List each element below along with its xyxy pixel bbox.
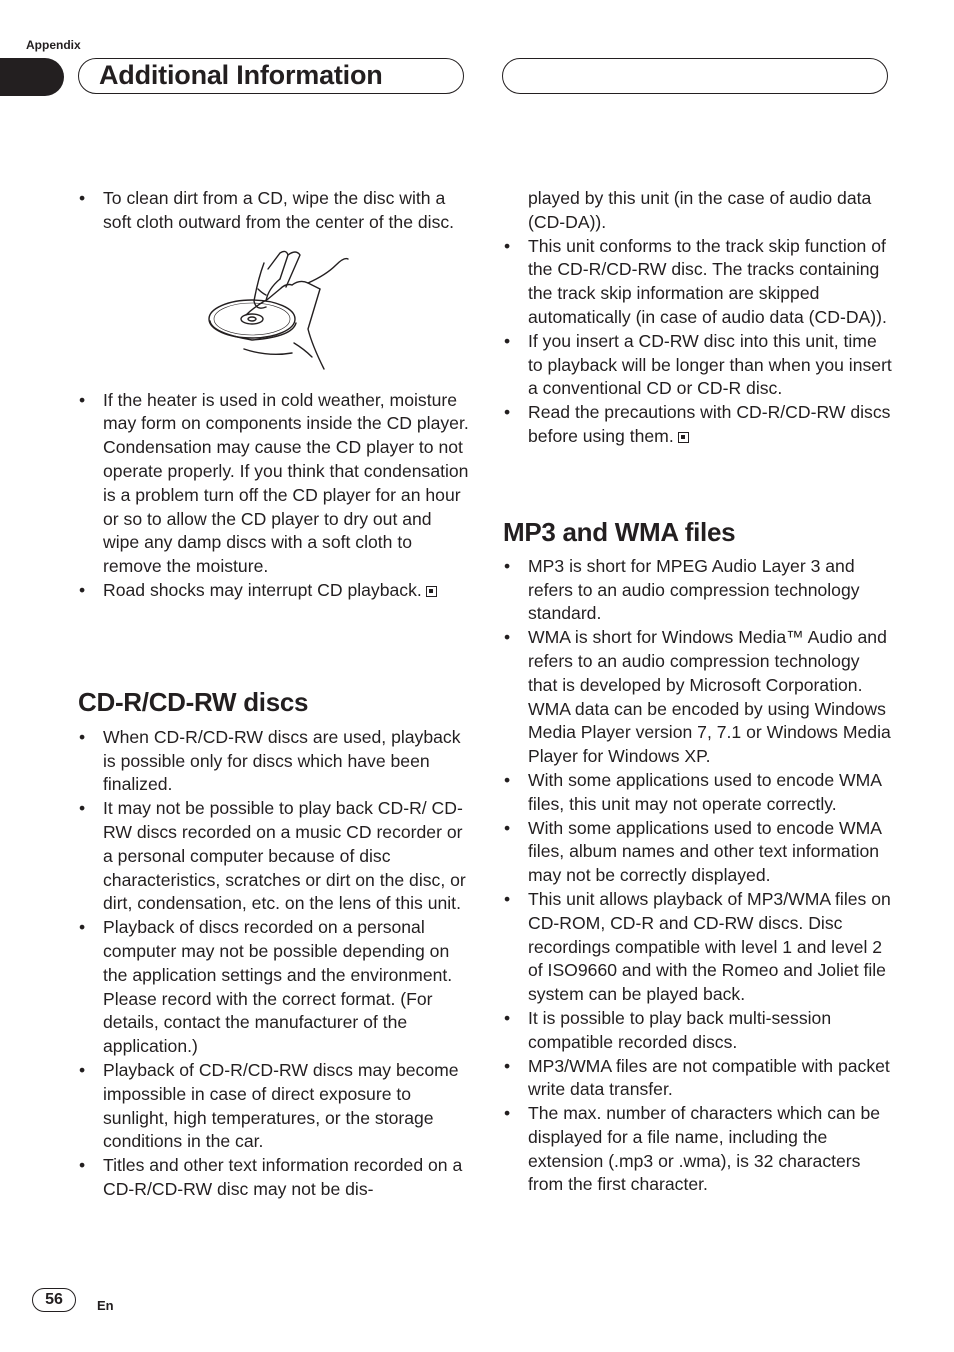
page-number: 56 [32, 1288, 76, 1312]
cdr-list [78, 726, 470, 1202]
list-item-text: Read the precautions with CD-R/CD-RW discs before using them. [528, 402, 891, 446]
list-item: • WMA is short for Windows Media™ Audio and refers to an audio compression technology that is developed by Microsoft Corporation. WMA data can be encoded by using Windows Media Player version 7, 7.1 or Windows Media Player for Windows XP. [503, 626, 893, 769]
left-column [78, 187, 470, 1202]
appendix-label: Appendix [26, 38, 81, 52]
list-item: • With some applications used to encode WMA files, this unit may not operate correctly. [503, 769, 893, 817]
list-item: • With some applications used to encode WMA files, album names and other text information may not be correctly displayed. [503, 817, 893, 888]
cdr-heading: CD-R/CD-RW discs [78, 686, 309, 717]
mp3-list [503, 555, 893, 1198]
mp3-heading: MP3 and WMA files [503, 516, 736, 547]
right-column [503, 187, 893, 1197]
list-item: • Titles and other text information recorded on a CD-R/CD-RW disc may not be dis- [78, 1154, 470, 1202]
list-item: • It may not be possible to play back CD-R/ CD-RW discs recorded on a music CD recorder or a personal computer because of disc characteristics, scratches or dirt on the disc, or dirt, condensation, etc. on the lens of this unit. [78, 797, 470, 916]
list-item: • The max. number of characters which can be displayed for a file name, including the extension (.mp3 or .wma), is 32 characters from the first character. [503, 1102, 893, 1197]
list-item: • This unit allows playback of MP3/WMA files on CD-ROM, CD-R and CD-RW discs. Disc recordings compatible with level 1 and level 2 of ISO9660 and with the Romeo and Joliet file system can be played back. [503, 888, 893, 1007]
list-item: • To clean dirt from a CD, wipe the disc with a soft cloth outward from the center of the disc. [78, 187, 470, 235]
list-item: • It is possible to play back multi-session compatible recorded discs. [503, 1007, 893, 1055]
end-mark-icon [426, 586, 437, 597]
list-item: • When CD-R/CD-RW discs are used, playback is possible only for discs which have been finalized. [78, 726, 470, 797]
list-item [78, 579, 470, 603]
cdr-list-continued [503, 187, 893, 449]
list-item: • MP3 is short for MPEG Audio Layer 3 and refers to an audio compression technology standard. [503, 555, 893, 626]
section-tab-marker [0, 58, 64, 96]
list-item-continued: played by this unit (in the case of audio data (CD-DA)). [528, 188, 872, 232]
list-item-text: Road shocks may interrupt CD playback. [103, 579, 422, 600]
list-item: • If you insert a CD-RW disc into this unit, time to playback will be longer than when you insert a conventional CD or CD-R disc. [503, 330, 893, 401]
cd-cleaning-illustration-icon [208, 249, 360, 373]
empty-header-box [502, 58, 888, 94]
list-item: • Playback of discs recorded on a personal computer may not be possible depending on the application settings and the environment. Please record with the correct format. (For details, contact the manufacturer of the application.) [78, 916, 470, 1059]
list-item: • MP3/WMA files are not compatible with packet write data transfer. [503, 1055, 893, 1103]
list-item [503, 401, 893, 449]
list-item: • This unit conforms to the track skip function of the CD-R/CD-RW disc. The tracks containing the track skip information are skipped automatically (in case of audio data (CD-DA)). [503, 235, 893, 330]
language-label: En [97, 1298, 114, 1313]
list-item: • Playback of CD-R/CD-RW discs may become impossible in case of direct exposure to sunlight, high temperatures, or the storage conditions in the car. [78, 1059, 470, 1154]
end-mark-icon [678, 432, 689, 443]
section-title: Additional Information [99, 60, 383, 90]
section-title-box [78, 58, 464, 94]
list-item: • If the heater is used in cold weather, moisture may form on components inside the CD player. Condensation may cause the CD player to not operate properly. If you think that condensation is a problem turn off the CD player for an hour or so to allow the CD player to dry out and wipe any damp discs with a soft cloth to remove the moisture. [78, 389, 470, 579]
condensation-list [78, 389, 470, 603]
cleaning-list [78, 187, 470, 235]
